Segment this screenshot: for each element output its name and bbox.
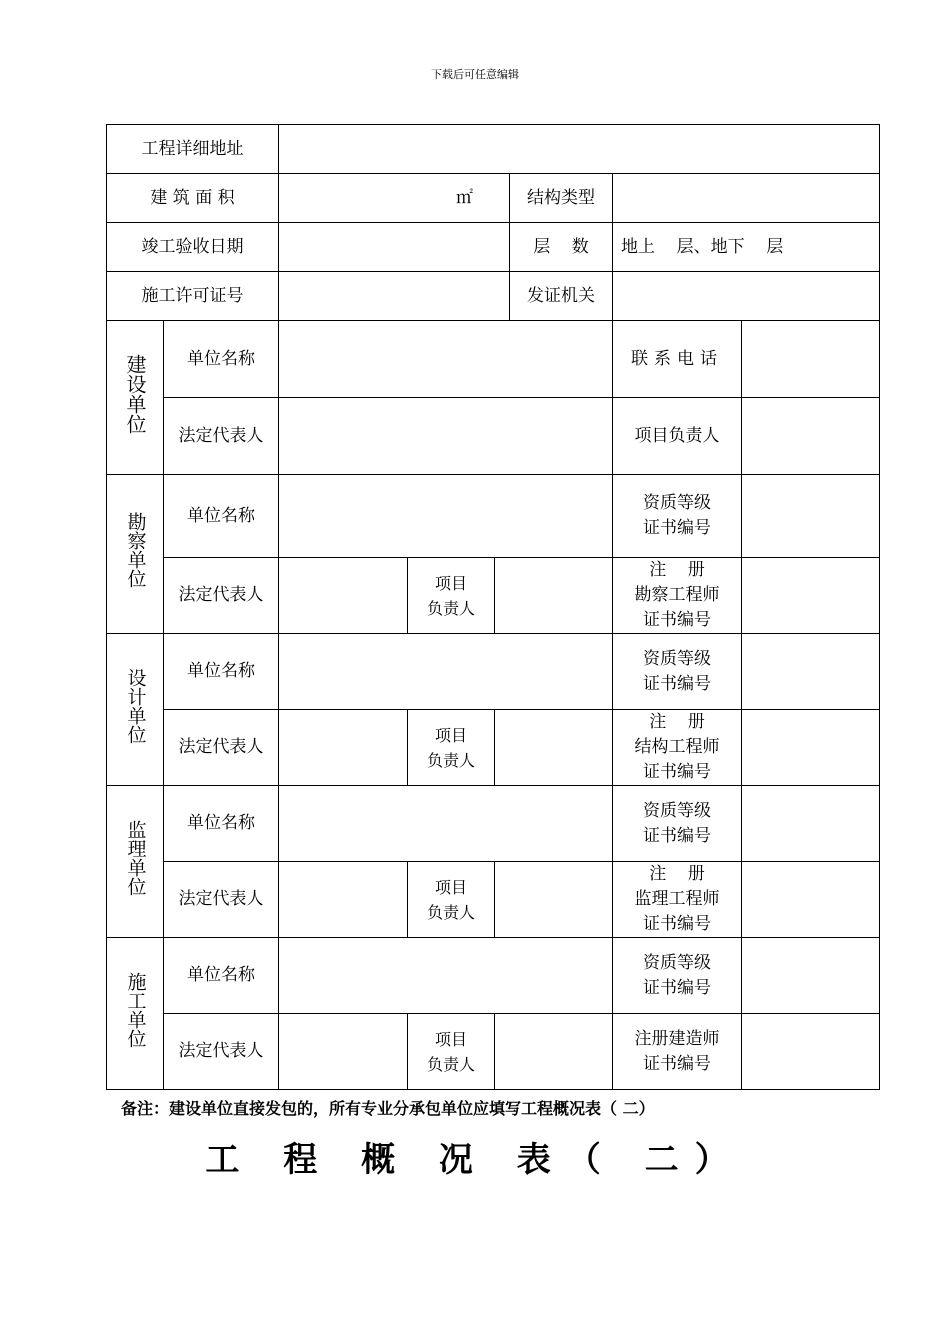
survey-pm-field[interactable] [495,558,613,634]
supervision-pm-line1: 项目 [434,877,467,897]
construction-pm-line1: 项目 [434,1029,467,1049]
survey-qual-field[interactable] [742,475,880,558]
builder-manager-label: 项目负责人 [613,398,742,475]
construction-pm-field[interactable] [495,1014,613,1090]
survey-reg-label [613,558,742,634]
construction-qual-label [613,938,742,1014]
header-note: 下载后可任意编辑 [431,68,519,81]
row-address [107,125,880,174]
construction-name-field[interactable] [279,938,613,1014]
supervision-reg-line1: 注 册 [649,864,705,884]
construction-qual-line1: 资质等级 [643,952,711,973]
design-qual-line2: 证书编号 [643,673,711,694]
area-unit: ㎡ [456,187,473,208]
design-reg-label [613,710,742,786]
survey-legal-field[interactable] [279,558,408,634]
structure-label: 结构类型 [510,174,613,223]
supervision-name-label: 单位名称 [164,786,279,862]
construction-qual-field[interactable] [742,938,880,1014]
design-legal-field[interactable] [279,710,408,786]
design-reg-line3: 证书编号 [643,762,711,782]
survey-row-2 [107,558,880,634]
design-row-2 [107,710,880,786]
area-label: 建 筑 面 积 [107,174,279,223]
supervision-reg-line2: 监理工程师 [634,889,720,909]
structure-field[interactable] [613,174,880,223]
builder-row-1 [107,321,880,398]
supervision-reg-field[interactable] [742,862,880,938]
supervision-name-field[interactable] [279,786,613,862]
supervision-pm-label [408,862,495,938]
supervision-legal-field[interactable] [279,862,408,938]
remark-note: 备注：建设单位直接发包的，所有专业分承包单位应填写工程概况表（ 二） [121,1099,655,1118]
design-name-field[interactable] [279,634,613,710]
permit-field[interactable] [279,272,510,321]
permit-label: 施工许可证号 [107,272,279,321]
design-qual-line1: 资质等级 [643,648,711,669]
completion-label: 竣工验收日期 [107,223,279,272]
design-qual-label [613,634,742,710]
survey-reg-line1: 注 册 [649,560,705,580]
builder-phone-field[interactable] [742,321,880,398]
construction-reg-field[interactable] [742,1014,880,1090]
construction-pm-line2: 负责人 [426,1054,475,1074]
construction-qual-line2: 证书编号 [643,977,711,998]
survey-section-title: 勘察单位 [107,475,164,634]
survey-pm-line1: 项目 [434,573,467,593]
survey-pm-label [408,558,495,634]
design-legal-label: 法定代表人 [164,710,279,786]
construction-row-2 [107,1014,880,1090]
supervision-section-title: 监理单位 [107,786,164,938]
survey-row-1 [107,475,880,558]
construction-name-label: 单位名称 [164,938,279,1014]
issuer-label: 发证机关 [510,272,613,321]
construction-reg-label [613,1014,742,1090]
supervision-reg-line3: 证书编号 [643,914,711,934]
floors-field[interactable]: 地上 层、地下 层 [613,223,880,272]
row-completion [107,223,880,272]
survey-legal-label: 法定代表人 [164,558,279,634]
design-pm-line1: 项目 [434,725,467,745]
address-field[interactable] [279,125,880,174]
supervision-qual-line2: 证书编号 [643,825,711,846]
row-permit [107,272,880,321]
builder-row-2 [107,398,880,475]
builder-name-field[interactable] [279,321,613,398]
supervision-reg-label [613,862,742,938]
builder-name-label: 单位名称 [164,321,279,398]
design-reg-line2: 结构工程师 [634,737,720,757]
supervision-row-2 [107,862,880,938]
supervision-legal-label: 法定代表人 [164,862,279,938]
design-name-label: 单位名称 [164,634,279,710]
construction-reg-line1: 注册建造师 [634,1028,720,1049]
survey-reg-field[interactable] [742,558,880,634]
project-overview-table [106,124,880,1090]
survey-name-label: 单位名称 [164,475,279,558]
survey-qual-line1: 资质等级 [643,493,711,513]
supervision-pm-line2: 负责人 [426,902,475,922]
survey-reg-line3: 证书编号 [643,610,711,630]
design-row-1 [107,634,880,710]
design-pm-field[interactable] [495,710,613,786]
issuer-field[interactable] [613,272,880,321]
design-qual-field[interactable] [742,634,880,710]
design-reg-line1: 注 册 [649,712,705,732]
construction-section-title: 施工单位 [107,938,164,1090]
design-pm-line2: 负责人 [426,750,475,770]
supervision-qual-line1: 资质等级 [643,800,711,821]
survey-reg-line2: 勘察工程师 [634,585,720,605]
design-pm-label [408,710,495,786]
supervision-pm-field[interactable] [495,862,613,938]
builder-section-title: 建设单位 [107,321,164,475]
builder-legal-label: 法定代表人 [164,398,279,475]
construction-legal-field[interactable] [279,1014,408,1090]
design-reg-field[interactable] [742,710,880,786]
construction-row-1 [107,938,880,1014]
page-title: 工 程 概 况 表（ 二） [205,1140,745,1180]
row-area [107,174,880,223]
address-label: 工程详细地址 [107,125,279,174]
supervision-qual-label [613,786,742,862]
area-field[interactable] [279,174,510,223]
builder-legal-field[interactable] [279,398,613,475]
completion-field[interactable] [279,223,510,272]
supervision-qual-field[interactable] [742,786,880,862]
construction-pm-label [408,1014,495,1090]
construction-reg-line2: 证书编号 [643,1053,711,1074]
construction-legal-label: 法定代表人 [164,1014,279,1090]
survey-pm-line2: 负责人 [426,598,475,618]
survey-qual-line2: 证书编号 [643,518,711,538]
survey-qual-label [613,475,742,558]
survey-name-field[interactable] [279,475,613,558]
builder-manager-field[interactable] [742,398,880,475]
builder-phone-label: 联系电话 [613,321,742,398]
supervision-row-1 [107,786,880,862]
floors-label: 层 数 [510,223,613,272]
design-section-title: 设计单位 [107,634,164,786]
